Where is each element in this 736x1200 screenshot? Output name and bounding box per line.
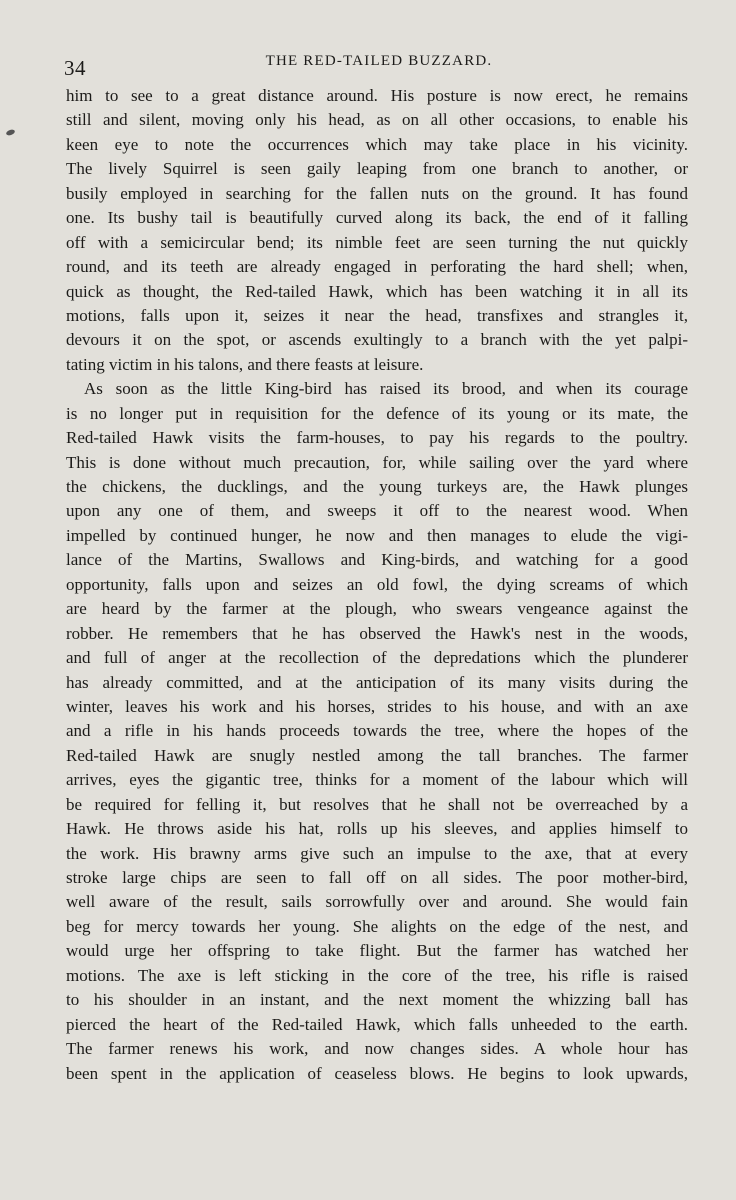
text-line: This is done without much precaution, for, while sailing over the yard where bbox=[66, 452, 688, 472]
text-line: quick as thought, the Red-tailed Hawk, which has been watching it in all its bbox=[66, 281, 688, 301]
text-line: and full of anger at the recollection of the depredations which the plunderer bbox=[66, 648, 688, 668]
text-line: are heard by the farmer at the plough, who swears vengeance against the bbox=[66, 599, 688, 619]
ink-speck bbox=[5, 129, 15, 137]
text-line: robber. He remembers that he has observed the Hawk's nest in the woods, bbox=[66, 623, 688, 643]
running-head: THE RED-TAILED BUZZARD. bbox=[265, 53, 493, 69]
text-line: to his shoulder in an instant, and the next moment the whizzing ball has bbox=[66, 990, 688, 1010]
text-line: The lively Squirrel is seen gaily leaping from one branch to another, or bbox=[66, 159, 688, 179]
text-line: Red-tailed Hawk visits the farm-houses, to pay his regards to the poultry. bbox=[66, 428, 688, 448]
text-line: been spent in the application of ceaseless blows. He begins to look upwards, bbox=[66, 1063, 688, 1083]
text-line: has already committed, and at the anticipation of its many visits during the bbox=[66, 672, 688, 692]
text-line: beg for mercy towards her young. She alights on the edge of the nest, and bbox=[66, 916, 688, 936]
text-line: Hawk. He throws aside his hat, rolls up his sleeves, and applies himself to bbox=[66, 819, 688, 839]
text-line: still and silent, moving only his head, as on all other occasions, to enable his bbox=[66, 110, 688, 130]
text-line: the chickens, the ducklings, and the young turkeys are, the Hawk plunges bbox=[66, 477, 688, 496]
text-line: tating victim in his talons, and there feasts at leisure. bbox=[66, 354, 424, 374]
text-line: devours it on the spot, or ascends exultingly to a branch with the yet palpi- bbox=[66, 330, 688, 350]
text-line: impelled by continued hunger, he now and then manages to elude the vigi- bbox=[66, 525, 688, 545]
text-line: would urge her offspring to take flight. But the farmer has watched her bbox=[66, 941, 688, 961]
text-line: well aware of the result, sails sorrowfully over and around. She would fain bbox=[66, 892, 688, 912]
text-line: The farmer renews his work, and now changes sides. A whole hour has bbox=[66, 1039, 688, 1059]
text-line: motions, falls upon it, seizes it near the head, transfixes and strangles it, bbox=[66, 305, 688, 325]
text-line: busily employed in searching for the fallen nuts on the ground. It has found bbox=[66, 183, 688, 203]
text-line: is no longer put in requisition for the defence of its young or its mate, the bbox=[66, 403, 688, 423]
text-line: arrives, eyes the gigantic tree, thinks for a moment of the labour which will bbox=[66, 770, 688, 790]
text-line: pierced the heart of the Red-tailed Hawk, which falls unheeded to the earth. bbox=[66, 1014, 688, 1034]
text-line: stroke large chips are seen to fall off on all sides. The poor mother-bird, bbox=[66, 868, 688, 887]
text-line: opportunity, falls upon and seizes an old fowl, the dying screams of which bbox=[66, 574, 688, 594]
text-line: the work. His brawny arms give such an impulse to the axe, that at every bbox=[66, 843, 688, 863]
text-line: lance of the Martins, Swallows and King-birds, and watching for a good bbox=[66, 550, 688, 570]
page-number: 34 bbox=[64, 56, 86, 80]
text-line: round, and its teeth are already engaged in perforating the hard shell; when, bbox=[66, 257, 688, 277]
text-line: and a rifle in his hands proceeds towards the tree, where the hopes of the bbox=[66, 721, 688, 741]
text-line: winter, leaves his work and his horses, strides to his house, and with an axe bbox=[66, 696, 688, 716]
text-line: As soon as the little King-bird has raised its brood, and when its courage bbox=[84, 379, 688, 399]
text-line: off with a semicircular bend; its nimble feet are seen turning the nut quickly bbox=[66, 232, 688, 252]
text-line: be required for felling it, but resolves that he shall not be overreached by a bbox=[66, 794, 688, 814]
text-line: one. Its bushy tail is beautifully curved along its back, the end of it falling bbox=[66, 208, 688, 228]
text-line: motions. The axe is left sticking in the core of the tree, his rifle is raised bbox=[66, 965, 688, 985]
body-text bbox=[66, 84, 688, 1086]
text-line: Red-tailed Hawk are snugly nestled among the tall branches. The farmer bbox=[66, 745, 688, 765]
page-header bbox=[64, 48, 694, 78]
text-line: keen eye to note the occurrences which may take place in his vicinity. bbox=[66, 134, 688, 154]
text-line: him to see to a great distance around. His posture is now erect, he remains bbox=[66, 86, 688, 105]
text-line: upon any one of them, and sweeps it off to the nearest wood. When bbox=[66, 501, 688, 521]
